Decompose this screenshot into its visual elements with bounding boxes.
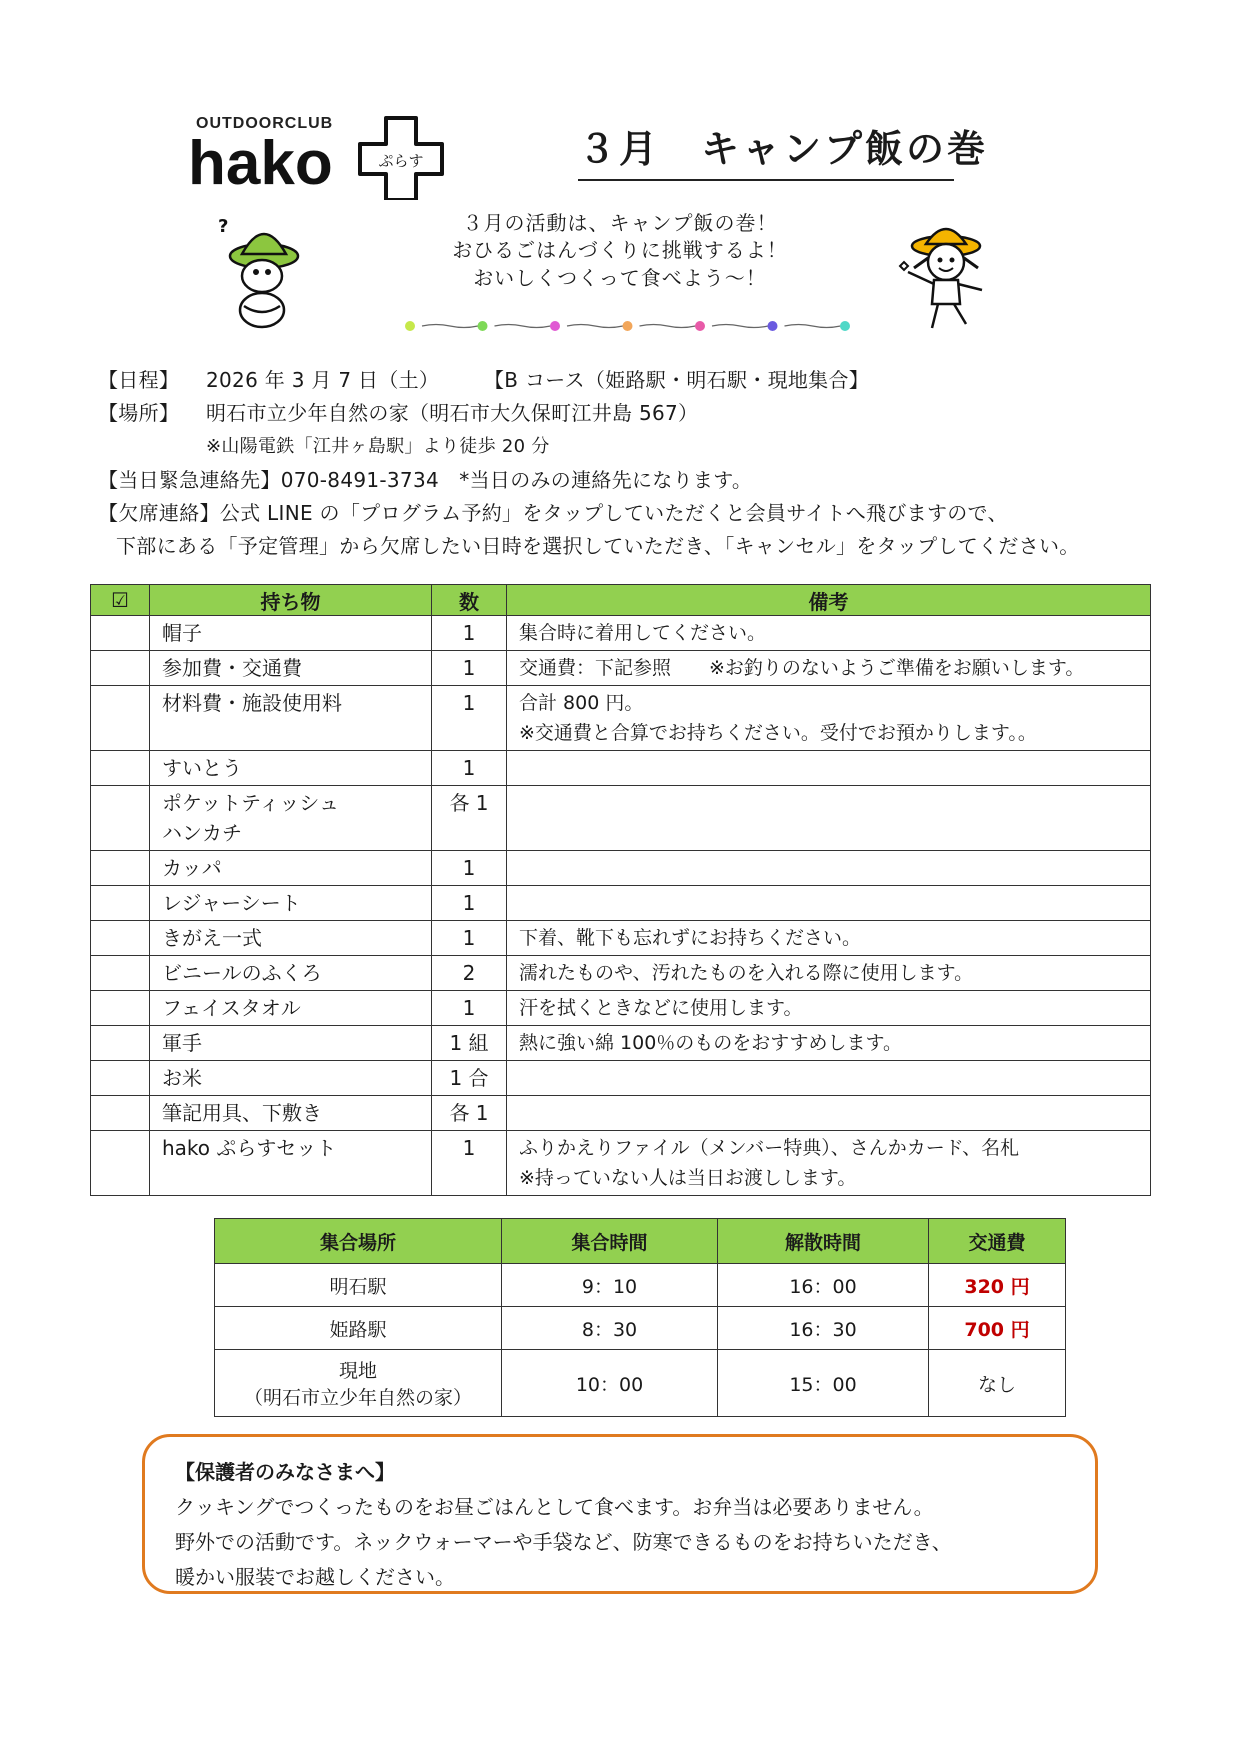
decorative-dot [405,321,415,331]
club-logo [188,108,468,200]
item-name [150,921,432,956]
meeting-row [215,1350,1066,1417]
decorative-dots [403,318,853,332]
meeting-row [215,1307,1066,1350]
item-name [150,686,432,751]
access-note: ※山陽電鉄「江井ヶ島駅」より徒歩 20 分 [206,436,550,457]
item-note [507,1131,1151,1196]
item-note [507,686,1151,751]
item-qty: 各 1 [432,786,507,851]
check-cell [91,991,150,1026]
item-name-line: ポケットティッシュ [162,791,339,815]
decorative-dot [550,321,560,331]
meeting-fee: なし [929,1350,1066,1417]
decorative-dot [840,321,850,331]
meeting-start: 9：10 [502,1264,718,1307]
check-cell [91,886,150,921]
decorative-dash [712,325,768,328]
item-qty: 1 [432,886,507,921]
belongings-row [91,851,1151,886]
item-note [507,851,1151,886]
check-cell [91,1096,150,1131]
item-name-line: レジャーシート [162,891,301,915]
item-qty: 1 [432,751,507,786]
item-qty: 1 [432,851,507,886]
meeting-fee: 700 円 [929,1307,1066,1350]
meeting-header-row [215,1219,1066,1264]
date-label: 【日程】 [98,368,180,392]
meeting-end: 16：30 [718,1307,929,1350]
header-end: 解散時間 [718,1219,929,1264]
belongings-row [91,616,1151,651]
guardian-line-2: 野外での活動です。ネックウォーマーや手袋など、防寒できるものをお持ちいただき、 [175,1530,952,1554]
item-note-line: 集合時に着用してください。 [519,622,767,644]
header-qty: 数 [432,585,507,616]
item-name-line: 帽子 [162,621,202,645]
check-cell [91,786,150,851]
item-note-line: 合計 800 円。 [519,692,644,714]
meeting-place-line: 姫路駅 [329,1318,387,1341]
item-note-line: 熱に強い綿 100％のものをおすすめします。 [519,1032,902,1054]
item-qty: 各 1 [432,1096,507,1131]
item-name-line: すいとう [162,756,242,780]
header-item: 持ち物 [150,585,432,616]
item-note-line: ふりかえりファイル（メンバー特典）、さんかカード、名札 [519,1137,1020,1159]
decorative-dot [623,321,633,331]
item-note [507,751,1151,786]
belongings-row [91,886,1151,921]
item-note [507,616,1151,651]
item-qty: 1 [432,991,507,1026]
meeting-end: 15：00 [718,1350,929,1417]
item-name-line: フェイスタオル [162,996,301,1020]
item-note [507,1026,1151,1061]
logo-badge-text: ぷらす [378,152,424,170]
meeting-place [215,1350,502,1417]
belongings-row [91,786,1151,851]
intro-line-2: おひるごはんづくりに挑戦するよ！ [452,238,788,262]
header-place: 集合場所 [215,1219,502,1264]
logo-small-text: OUTDOORCLUB [196,115,334,132]
item-name-line: カッパ [162,856,222,880]
item-name [150,651,432,686]
guardian-line-1: クッキングでつくったものをお昼ごはんとして食べます。お弁当は必要ありません。 [175,1495,934,1519]
logo-graphic [188,108,468,200]
check-cell [91,1131,150,1196]
item-note-line: 汗を拭くときなどに使用します。 [519,997,803,1019]
intro-line-1: ３月の活動は、キャンプ飯の巻！ [462,211,778,235]
item-note-line: 下着、靴下も忘れずにお持ちください。 [519,927,862,949]
check-cell [91,686,150,751]
check-cell [91,616,150,651]
belongings-header-row [91,585,1151,616]
belongings-row [91,956,1151,991]
item-note [507,886,1151,921]
item-qty: 1 合 [432,1061,507,1096]
item-name-line: 参加費・交通費 [162,656,302,680]
check-cell [91,1026,150,1061]
belongings-row [91,1061,1151,1096]
item-name-line: 筆記用具、下敷き [162,1101,322,1125]
meeting-place-line: 明石駅 [329,1275,387,1298]
item-note-line: ※交通費と合算でお持ちください。受付でお預かりします。。 [519,722,1037,744]
course-label: 【B コース（姫路駅・明石駅・現地集合】 [484,368,870,392]
item-qty: 1 組 [432,1026,507,1061]
check-cell [91,921,150,956]
absence-line-2: 下部にある「予定管理」から欠席したい日時を選択していただき、「キャンセル」をタップしてください。 [116,534,1080,558]
item-qty: 1 [432,616,507,651]
decorative-dot [695,321,705,331]
meeting-place-line: （明石市立少年自然の家） [243,1387,472,1409]
item-qty: 2 [432,956,507,991]
logo-main-text: hako [188,129,333,198]
place-label: 【場所】 [98,401,180,425]
place-value: 明石市立少年自然の家（明石市大久保町江井島 567） [206,401,699,425]
guardian-notice [142,1434,1098,1594]
item-name [150,851,432,886]
item-qty: 1 [432,1131,507,1196]
item-note [507,786,1151,851]
item-note [507,991,1151,1026]
question-mark: ? [218,216,229,237]
meeting-end: 16：00 [718,1264,929,1307]
meeting-place [215,1307,502,1350]
belongings-row [91,1131,1151,1196]
check-cell [91,1061,150,1096]
decorative-dot [478,321,488,331]
item-note [507,956,1151,991]
item-qty: 1 [432,686,507,751]
item-note [507,651,1151,686]
belongings-row [91,751,1151,786]
belongings-row [91,991,1151,1026]
guardian-heading: 【保護者のみなさまへ】 [175,1460,395,1484]
decorative-dash [640,325,696,328]
page-title: ３月 キャンプ飯の巻 [578,118,954,181]
item-note [507,1096,1151,1131]
item-name [150,991,432,1026]
item-note-line: ※持っていない人は当日お渡しします。 [519,1167,857,1189]
item-name-line: お米 [162,1066,202,1090]
meeting-fee: 320 円 [929,1264,1066,1307]
item-qty: 1 [432,921,507,956]
character-right-icon [886,218,1006,336]
item-name [150,1061,432,1096]
belongings-row [91,686,1151,751]
meeting-start: 8：30 [502,1307,718,1350]
meeting-row [215,1264,1066,1307]
check-cell [91,851,150,886]
item-qty: 1 [432,651,507,686]
item-name [150,1096,432,1131]
item-name-line: 材料費・施設使用料 [162,691,342,715]
decorative-dash [785,325,841,328]
item-note [507,1061,1151,1096]
decorative-dash [422,325,478,328]
meeting-table [214,1218,1066,1417]
absence-line-1: 【欠席連絡】公式 LINE の「プログラム予約」をタップしていただくと会員サイトへ飛びますので、 [98,501,1008,525]
item-name-line: 軍手 [162,1031,202,1055]
decorative-dash [495,325,551,328]
belongings-row [91,1096,1151,1131]
decorative-dot [768,321,778,331]
item-note [507,921,1151,956]
emergency-contact: 【当日緊急連絡先】070-8491-3734 *当日のみの連絡先になります。 [98,468,753,492]
intro-line-3: おいしくつくって食べよう〜！ [473,266,767,290]
meeting-place-line: 現地 [338,1360,377,1382]
meeting-place [215,1264,502,1307]
item-name-line: ハンカチ [162,821,242,845]
header-note: 備考 [507,585,1151,616]
item-name [150,751,432,786]
date-value: 2026 年 3 月 7 日（土） [206,368,440,392]
header-fee: 交通費 [929,1219,1066,1264]
item-name-line: hako ぷらすセット [162,1136,337,1160]
check-cell [91,956,150,991]
decorative-dash [567,325,623,328]
belongings-row [91,651,1151,686]
check-cell [91,651,150,686]
header-check: ☑ [91,585,150,616]
belongings-table [90,584,1151,1196]
belongings-row [91,921,1151,956]
item-name [150,786,432,851]
item-note-line: 濡れたものや、汚れたものを入れる際に使用します。 [519,962,974,984]
item-name [150,1026,432,1061]
item-name [150,1131,432,1196]
check-cell [91,751,150,786]
item-note-line: 交通費：下記参照 ※お釣りのないようご準備をお願いします。 [519,657,1085,679]
item-name [150,956,432,991]
item-name [150,886,432,921]
guardian-line-3: 暖かい服装でお越しください。 [175,1565,455,1589]
header-start: 集合時間 [502,1219,718,1264]
meeting-start: 10：00 [502,1350,718,1417]
item-name-line: ビニールのふくろ [162,961,322,985]
belongings-row [91,1026,1151,1061]
character-left-icon [212,210,312,330]
item-name [150,616,432,651]
item-name-line: きがえ一式 [162,926,262,950]
